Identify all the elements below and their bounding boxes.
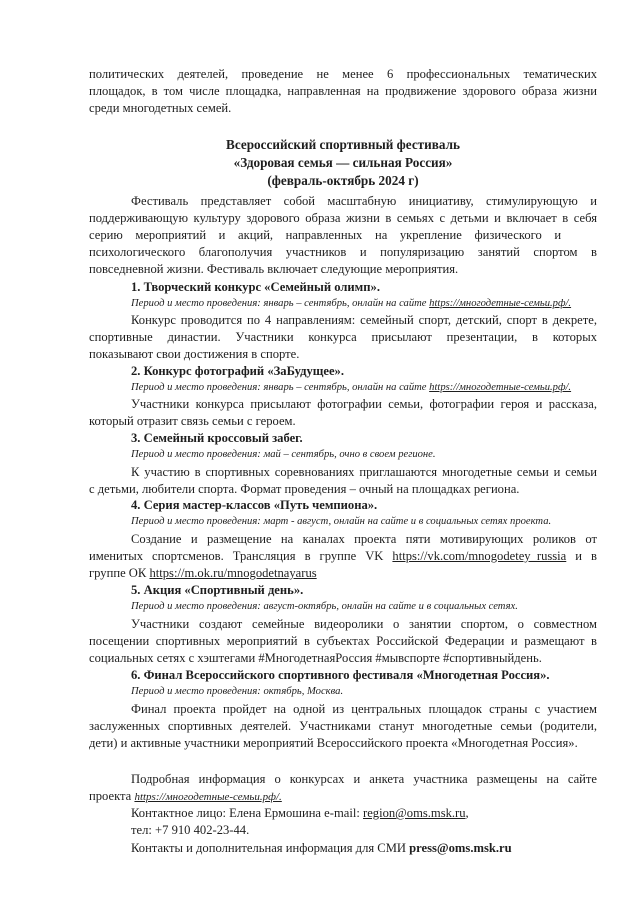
event-2-meta: Период и место проведения: январь – сентябрь, онлайн на сайте https://многодетные-семьи.рф/. — [131, 382, 572, 393]
event-1-text-1: Конкурс проводится по 4 направлениям: семейный спорт, детский, спорт в декрете, — [131, 313, 597, 327]
event-4-heading: 4. Серия мастер-классов «Путь чемпиона». — [131, 498, 378, 512]
event-1-text-3: показывают свои достижения в спорте. — [89, 347, 300, 361]
festival-title: Всероссийский спортивный фестиваль — [226, 137, 460, 152]
event-3-meta: Период и место проведения: май – сентябрь, очно в своем регионе. — [131, 449, 436, 460]
event-6-text-1: Финал проекта пройдет на одной из центральных площадок страны с участием — [131, 702, 597, 716]
footer-info-line-2: проекта https://многодетные-семьи.рф/. — [89, 789, 282, 803]
media-email[interactable]: press@oms.msk.ru — [409, 841, 512, 855]
contact-email-link[interactable]: region@oms.msk.ru — [363, 806, 466, 820]
event-1-text-2: спортивные династии. Участники конкурса присылают презентации, в которых — [89, 330, 597, 344]
event-2-text-2: который отразит связь семьи с героем. — [89, 414, 296, 428]
vk-link[interactable]: https://vk.com/mnogodetey_russia — [392, 549, 567, 563]
event-3-text-2: с детьми, любители спорта. Формат проведения – очный на площадках региона. — [89, 482, 520, 496]
event-1-meta: Период и место проведения: январь – сентябрь, онлайн на сайте https://многодетные-семьи.рф/. — [131, 298, 572, 309]
event-6-text-2: заслуженных спортивных деятелей. Участниками станут многодетные семьи (родители, — [89, 719, 597, 733]
event-3-text-1: К участию в спортивных соревнованиях приглашаются многодетные семьи и семьи — [131, 465, 597, 479]
event-5-text-2: посещении спортивных мероприятий в субъектах Российской Федерации и размещают в — [89, 634, 597, 648]
footer-info-line-1: Подробная информация о конкурсах и анкета участника размещены на сайте — [131, 772, 597, 786]
event-5-text-1: Участники создают семейные видеоролики о занятии спортом, о совместном — [131, 617, 597, 631]
media-contacts: Контакты и дополнительная информация для СМИ press@oms.msk.ru — [131, 841, 512, 855]
event-5-text-3: социальных сетях с хэштегами #МногодетнаяРоссия #мывспорте #спортивныйдень. — [89, 651, 542, 665]
event-2-heading: 2. Конкурс фотографий «ЗаБудущее». — [131, 364, 345, 378]
festival-dates: (февраль-октябрь 2024 г) — [267, 173, 419, 188]
contact-person: Контактное лицо: Елена Ермошина e-mail: region@oms.msk.ru, — [131, 806, 469, 820]
event-2-site-link[interactable]: https://многодетные-семьи.рф/. — [429, 382, 572, 393]
festival-subtitle: «Здоровая семья — сильная Россия» — [233, 155, 453, 170]
intro-line-3: среди многодетных семей. — [89, 101, 232, 115]
event-4-text-3: группе ОК https://m.ok.ru/mnogodetnayarus — [89, 566, 317, 580]
event-4-text-1: Создание и размещение на каналах проекта пяти мотивирующих роликов от — [131, 532, 597, 546]
contact-phone: тел: +7 910 402-23-44. — [131, 823, 250, 837]
event-3-heading: 3. Семейный кроссовый забег. — [131, 431, 303, 445]
footer-site-link[interactable]: https://многодетные-семьи.рф/. — [134, 791, 282, 803]
description-line-1: Фестиваль представляет собой масштабную инициативу, стимулирующую и — [131, 194, 597, 208]
description-line-3: серию мероприятий и акций, направленных на укрепление физического и — [89, 228, 562, 242]
event-6-text-3: дети) и активные участники мероприятий Всероссийского проекта «Многодетная Россия». — [89, 736, 578, 750]
ok-link[interactable]: https://m.ok.ru/mnogodetnayarus — [149, 566, 317, 580]
intro-line-2: площадок, в том числе площадка, направленная на продвижение здорового образа жизни — [89, 84, 597, 98]
event-1-site-link[interactable]: https://многодетные-семьи.рф/. — [429, 298, 572, 309]
description-line-5: повседневной жизни. Фестиваль включает следующие мероприятия. — [89, 262, 459, 276]
event-4-text-2: именитых спортсменов. Трансляция в группе VK https://vk.com/mnogodetey_russia и в — [89, 549, 598, 563]
event-5-heading: 5. Акция «Спортивный день». — [131, 583, 304, 597]
description-line-2: поддерживающую культуру здорового образа жизни в семьях с детьми и включает в себя — [89, 211, 597, 225]
intro-line-1: политических деятелей, проведение не менее 6 профессиональных тематических — [89, 67, 597, 81]
event-1-heading: 1. Творческий конкурс «Семейный олимп». — [131, 280, 380, 294]
event-6-heading: 6. Финал Всероссийского спортивного фестиваля «Многодетная Россия». — [131, 668, 550, 682]
event-4-meta: Период и место проведения: март - август, онлайн на сайте и в социальных сетях проекта. — [131, 516, 552, 527]
description-line-4: психологического благополучия участников и популяризацию занятий спортом в — [89, 245, 597, 259]
event-5-meta: Период и место проведения: август-октябрь, онлайн на сайте и в социальных сетях. — [131, 601, 518, 612]
event-6-meta: Период и место проведения: октябрь, Москва. — [131, 686, 344, 697]
event-2-text-1: Участники конкурса присылают фотографии семьи, фотографии героя и рассказа, — [131, 397, 597, 411]
